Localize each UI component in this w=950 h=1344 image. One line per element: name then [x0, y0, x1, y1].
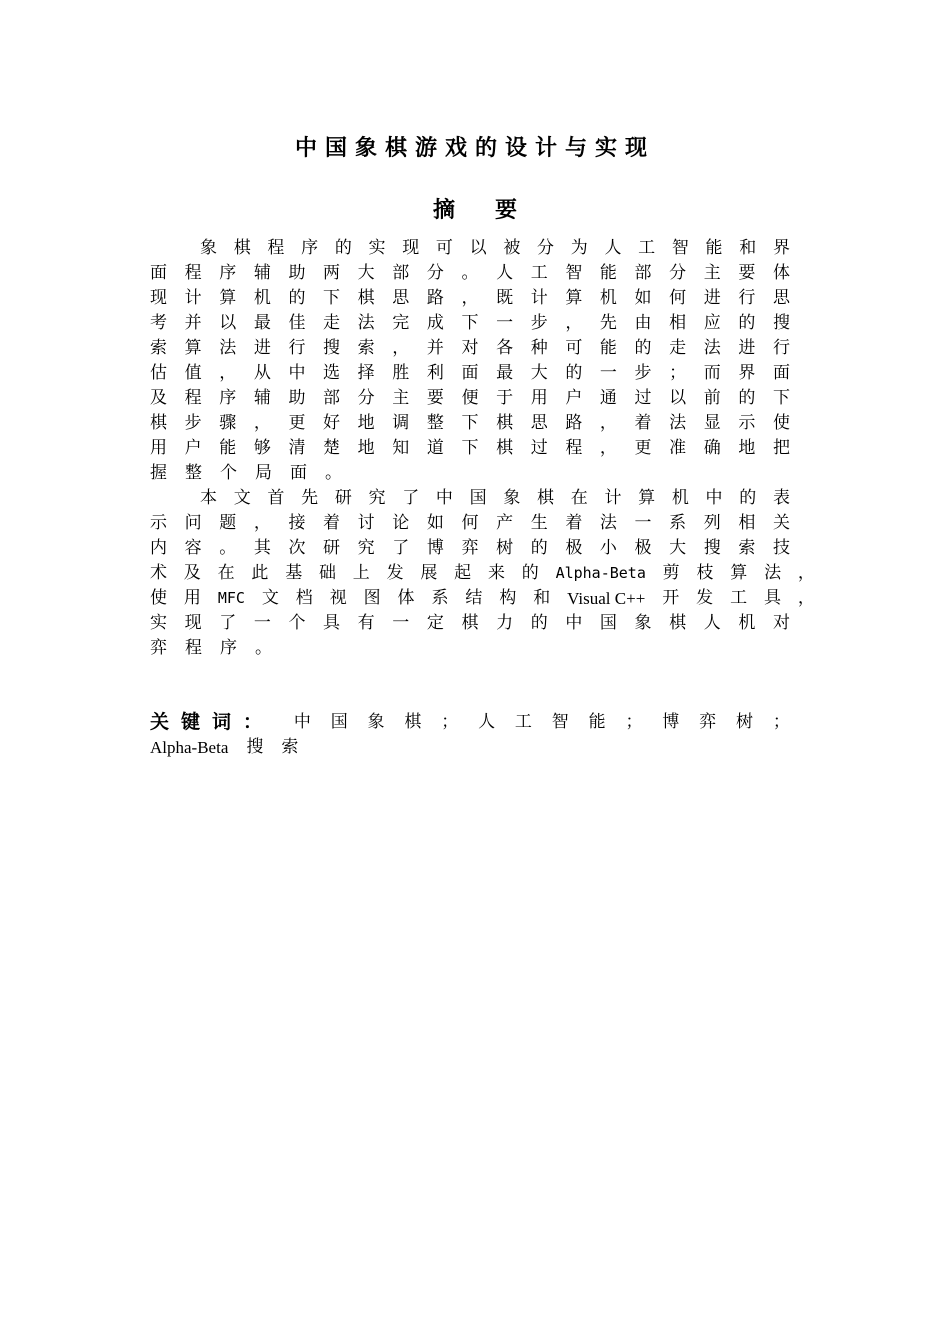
text-line: 棋 步 骤 ， 更 好 地 调 整 下 棋 思 路 ， 着 法 显 示 使 — [150, 413, 790, 433]
text-line: 现 计 算 机 的 下 棋 思 路 ， 既 计 算 机 如 何 进 行 思 — [150, 288, 790, 308]
text-line: 用 户 能 够 清 楚 地 知 道 下 棋 过 程 ， 更 准 确 地 把 — [150, 438, 790, 458]
document-title: 中国象棋游戏的设计与实现 — [294, 136, 655, 161]
keyword-char: 棋 — [404, 712, 422, 732]
keyword-char: 博 — [662, 712, 680, 732]
abstract-heading: 摘要 — [432, 198, 557, 223]
keyword-char: ； — [772, 712, 790, 732]
text-line: 面 程 序 辅 助 两 大 部 分 。 人 工 智 能 部 分 主 要 体 — [150, 263, 790, 283]
keyword-char: ； — [441, 712, 459, 732]
text-line: 示 问 题 ， 接 着 讨 论 如 何 产 生 着 法 一 系 列 相 关 — [150, 513, 790, 533]
text-line: 象 棋 程 序 的 实 现 可 以 被 分 为 人 工 智 能 和 界 — [200, 238, 790, 258]
keyword-char: 中 — [293, 712, 311, 732]
text-line: 弈 程 序 。 — [150, 638, 272, 658]
text-line: 术 及 在 此 基 础 上 发 展 起 来 的 Alpha-Beta 剪 枝 算 法 ， — [150, 563, 815, 583]
text-line: 使 用 MFC 文 档 视 图 体 系 结 构 和 Visual C++ 开 发 工 具 ， — [150, 588, 815, 608]
text-line: 估 值 ， 从 中 选 择 胜 利 面 最 大 的 一 步 ； 而 界 面 — [150, 363, 790, 383]
text-line: 实 现 了 一 个 具 有 一 定 棋 力 的 中 国 象 棋 人 机 对 — [150, 613, 790, 633]
keyword-char: 人 — [478, 712, 496, 732]
keyword-char: 工 — [514, 712, 532, 732]
keywords-line-2: Alpha-Beta 搜 索 — [150, 737, 299, 757]
text-line: 索 算 法 进 行 搜 索 ， 并 对 各 种 可 能 的 走 法 进 行 — [150, 338, 790, 358]
keyword-char: 能 — [588, 712, 606, 732]
text-line: 及 程 序 辅 助 部 分 主 要 便 于 用 户 通 过 以 前 的 下 — [150, 388, 790, 408]
text-line: 握 整 个 局 面 。 — [150, 463, 342, 483]
keyword-char: 智 — [551, 712, 569, 732]
keywords-label: 关键词： — [150, 711, 275, 733]
text-line: 考 并 以 最 佳 走 法 完 成 下 一 步 ， 先 由 相 应 的 搜 — [150, 313, 790, 333]
keyword-char: 象 — [367, 712, 385, 732]
keyword-char: ； — [625, 712, 643, 732]
keyword-char: 国 — [330, 712, 348, 732]
keywords-line — [150, 710, 790, 735]
keyword-char: 弈 — [699, 712, 717, 732]
text-line: 内 容 。 其 次 研 究 了 博 弈 树 的 极 小 极 大 搜 索 技 — [150, 538, 790, 558]
text-line: 本 文 首 先 研 究 了 中 国 象 棋 在 计 算 机 中 的 表 — [200, 488, 790, 508]
keyword-char: 树 — [735, 712, 753, 732]
